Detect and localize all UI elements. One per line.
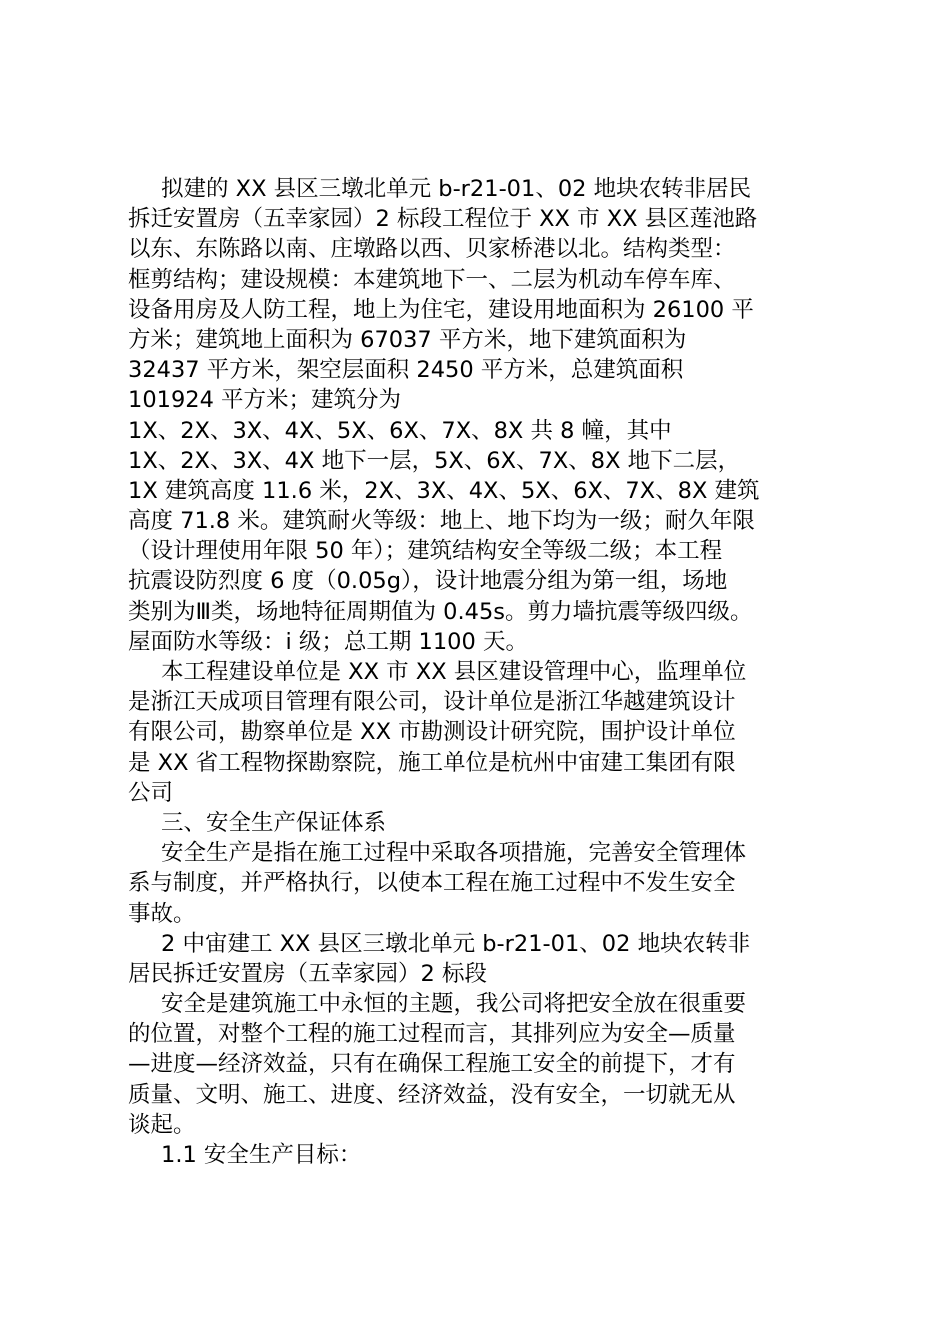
subsection-heading-safety-goal xyxy=(128,1140,832,1170)
text-line: 抗震设防烈度 6 度（0.05g），设计地震分组为第一组，场地 xyxy=(128,568,728,595)
text-line: 设备用房及人防工程，地上为住宅，建设用地面积为 26100 平 xyxy=(128,296,754,323)
text-line: 事故。 xyxy=(128,900,196,927)
project-units-paragraph xyxy=(128,657,832,808)
text-line: 是 XX 省工程物探勘察院，施工单位是杭州中宙建工集团有限 xyxy=(128,749,736,776)
text-line: 有限公司，勘察单位是 XX 市勘测设计研究院，围护设计单位 xyxy=(128,719,736,746)
section-heading-safety-system xyxy=(128,808,832,838)
text-line: 框剪结构；建设规模：本建筑地下一、二层为机动车停车库、 xyxy=(128,266,736,293)
text-line: 1X、2X、3X、4X、5X、6X、7X、8X 共 8 幢，其中 xyxy=(128,417,672,444)
text-line: 系与制度，并严格执行，以使本工程在施工过程中不发生安全 xyxy=(128,870,736,897)
project-overview-paragraph xyxy=(128,174,832,657)
project-title-paragraph xyxy=(128,929,832,989)
text-line: 安全是建筑施工中永恒的主题，我公司将把安全放在很重要 xyxy=(161,991,747,1018)
safety-priority-paragraph xyxy=(128,989,832,1140)
text-line: —进度—经济效益，只有在确保工程施工安全的前提下，才有 xyxy=(128,1051,736,1078)
text-line: 屋面防水等级：i 级；总工期 1100 天。 xyxy=(128,628,528,655)
text-line: 拟建的 XX 县区三墩北单元 b-r21-01、02 地块农转非居民 xyxy=(161,176,752,202)
text-line: 以东、东陈路以南、庄墩路以西、贝家桥港以北。结构类型： xyxy=(128,236,736,263)
text-line: 的位置，对整个工程的施工过程而言，其排列应为安全—质量 xyxy=(128,1021,736,1048)
safety-definition-paragraph xyxy=(128,838,832,929)
text-line: 高度 71.8 米。建筑耐火等级：地上、地下均为一级；耐久年限 xyxy=(128,508,755,535)
text-line: 拆迁安置房（五幸家园）2 标段工程位于 XX 市 XX 县区莲池路 xyxy=(128,206,758,233)
text-line: 1.1 安全生产目标： xyxy=(161,1142,362,1168)
text-line: 1X、2X、3X、4X 地下一层，5X、6X、7X、8X 地下二层， xyxy=(128,447,741,474)
text-line: （设计理使用年限 50 年）；建筑结构安全等级二级；本工程 xyxy=(128,538,723,565)
text-line: 本工程建设单位是 XX 市 XX 县区建设管理中心，监理单位 xyxy=(161,659,747,685)
document-body xyxy=(128,174,832,1170)
text-line: 是浙江天成项目管理有限公司，设计单位是浙江华越建筑设计 xyxy=(128,689,736,716)
text-line: 安全生产是指在施工过程中采取各项措施，完善安全管理体 xyxy=(161,840,747,867)
text-line: 方米；建筑地上面积为 67037 平方米，地下建筑面积为 xyxy=(128,326,687,353)
text-line: 公司 xyxy=(128,779,174,806)
text-line: 居民拆迁安置房（五幸家园）2 标段 xyxy=(128,960,487,987)
text-line: 类别为Ⅲ类，场地特征周期值为 0.45s。剪力墙抗震等级四级。 xyxy=(128,598,753,625)
text-line: 101924 平方米；建筑分为 xyxy=(128,387,402,414)
text-line: 1X 建筑高度 11.6 米，2X、3X、4X、5X、6X、7X、8X 建筑 xyxy=(128,477,760,504)
text-line: 三、安全生产保证体系 xyxy=(161,809,387,836)
text-line: 32437 平方米，架空层面积 2450 平方米，总建筑面积 xyxy=(128,357,684,384)
text-line: 谈起。 xyxy=(128,1111,196,1138)
text-line: 2 中宙建工 XX 县区三墩北单元 b-r21-01、02 地块农转非 xyxy=(161,930,751,957)
text-line: 质量、文明、施工、进度、经济效益，没有安全，一切就无从 xyxy=(128,1081,736,1108)
